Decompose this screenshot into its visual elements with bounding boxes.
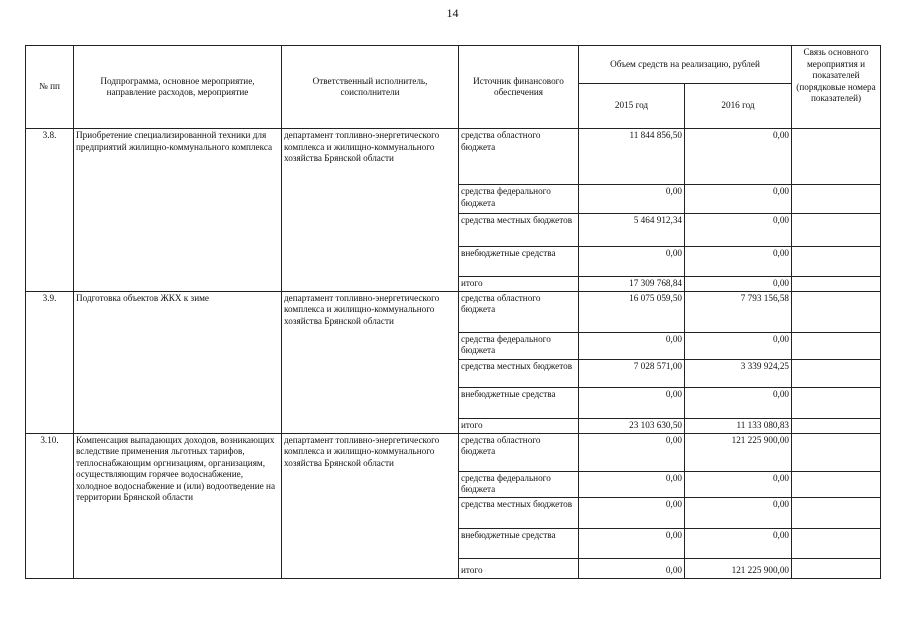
header-2016: 2016 год [685,84,792,129]
funding-source: внебюджетные средства [459,247,579,277]
amount-y2016: 0,00 [685,528,792,558]
header-no: № пп [26,46,74,129]
amount-y2015: 0,00 [579,185,685,214]
funding-source: средства местных бюджетов [459,497,579,528]
header-executor: Ответственный исполнитель, соисполнители [282,46,459,129]
amount-y2015: 0,00 [579,528,685,558]
indicator-link [792,247,881,277]
table-row [26,291,881,332]
program-name: Подготовка объектов ЖКХ к зиме [74,291,282,433]
amount-y2016: 7 793 156,58 [685,291,792,332]
budget-table [25,45,881,579]
amount-y2016: 121 225 900,00 [685,433,792,471]
funding-source: итого [459,277,579,292]
amount-y2015: 0,00 [579,433,685,471]
header-source: Источник финансового обеспечения [459,46,579,129]
executor-name: департамент топливно-энергетического комплекса и жилищно-коммунального хозяйства Брянской области [282,291,459,433]
header-link: Связь основного мероприятия и показателей (порядковые номера показателей) [792,46,881,129]
amount-y2015: 17 309 768,84 [579,277,685,292]
amount-y2015: 23 103 630,50 [579,418,685,433]
table-row [26,433,881,471]
amount-y2015: 7 028 571,00 [579,359,685,387]
indicator-link [792,387,881,418]
indicator-link [792,528,881,558]
indicator-link [792,418,881,433]
amount-y2015: 0,00 [579,558,685,578]
indicator-link [792,129,881,185]
table-header [26,46,881,129]
amount-y2015: 0,00 [579,497,685,528]
page-number: 14 [446,6,459,20]
amount-y2016: 3 339 924,25 [685,359,792,387]
header-program: Подпрограмма, основное мероприятие, направление расходов, мероприятие [74,46,282,129]
amount-y2016: 11 133 080,83 [685,418,792,433]
indicator-link [792,471,881,497]
amount-y2016: 0,00 [685,185,792,214]
indicator-link [792,332,881,359]
funding-source: итого [459,418,579,433]
row-number: 3.10. [26,433,74,578]
table-row [26,129,881,185]
amount-y2015: 5 464 912,34 [579,214,685,247]
funding-source: средства федерального бюджета [459,185,579,214]
program-name: Компенсация выпадающих доходов, возникающих вследствие применения льготных тарифов, теплоснабжающим оргнизациям, организациям, осуществляющим горячее водоснабжение, холодное водоснабжение и (или) водоотведение на территории Брянской области [74,433,282,578]
executor-name: департамент топливно-энергетического комплекса и жилищно-коммунального хозяйства Брянской области [282,433,459,578]
executor-name: департамент топливно-энергетического комплекса и жилищно-коммунального хозяйства Брянской области [282,129,459,292]
indicator-link [792,558,881,578]
amount-y2016: 0,00 [685,387,792,418]
amount-y2016: 121 225 900,00 [685,558,792,578]
funding-source: средства областного бюджета [459,291,579,332]
funding-source: средства федерального бюджета [459,471,579,497]
amount-y2015: 0,00 [579,387,685,418]
indicator-link [792,433,881,471]
amount-y2015: 0,00 [579,471,685,497]
amount-y2016: 0,00 [685,277,792,292]
indicator-link [792,214,881,247]
amount-y2016: 0,00 [685,247,792,277]
row-number: 3.8. [26,129,74,292]
indicator-link [792,291,881,332]
indicator-link [792,359,881,387]
indicator-link [792,185,881,214]
funding-source: внебюджетные средства [459,528,579,558]
funding-source: итого [459,558,579,578]
funding-source: средства местных бюджетов [459,214,579,247]
funding-source: средства областного бюджета [459,129,579,185]
indicator-link [792,497,881,528]
funding-source: внебюджетные средства [459,387,579,418]
amount-y2016: 0,00 [685,471,792,497]
funding-source: средства федерального бюджета [459,332,579,359]
amount-y2016: 0,00 [685,332,792,359]
indicator-link [792,277,881,292]
amount-y2015: 11 844 856,50 [579,129,685,185]
table-body [26,129,881,579]
row-number: 3.9. [26,291,74,433]
header-2015: 2015 год [579,84,685,129]
funding-source: средства местных бюджетов [459,359,579,387]
amount-y2016: 0,00 [685,214,792,247]
program-name: Приобретение специализированной техники для предприятий жилищно-коммунального комплекса [74,129,282,292]
amount-y2015: 16 075 059,50 [579,291,685,332]
amount-y2015: 0,00 [579,247,685,277]
amount-y2015: 0,00 [579,332,685,359]
funding-source: средства областного бюджета [459,433,579,471]
header-volume: Объем средств на реализацию, рублей [579,46,792,84]
amount-y2016: 0,00 [685,497,792,528]
amount-y2016: 0,00 [685,129,792,185]
